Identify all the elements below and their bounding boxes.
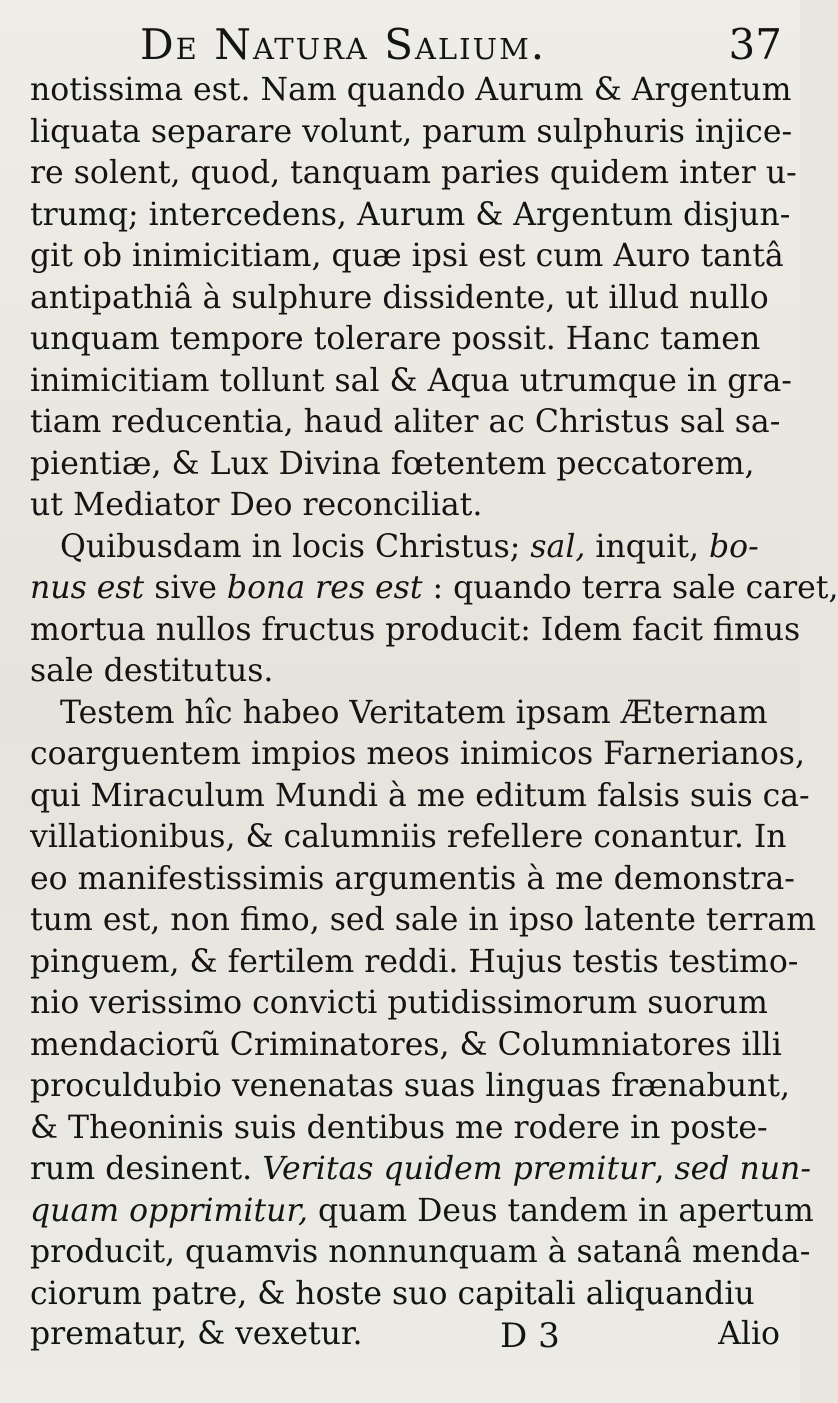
text-line: unquam tempore tolerare possit. Hanc tamen (30, 321, 761, 357)
text-segment: : quando terra sale caret, (422, 570, 838, 606)
body-text (30, 70, 838, 1315)
text-line: notissima est. Nam quando Aurum & Argentum (30, 72, 792, 108)
text-line: liquata separare volunt, parum sulphuris injice- (30, 113, 793, 150)
text-line: coarguentem impios meos inimicos Farnerianos, (30, 736, 805, 772)
text-line: inimicitiam tollunt sal & Aqua utrumque in gra- (30, 362, 792, 399)
text-segment: , (654, 1151, 675, 1187)
italic-segment: bo- (709, 528, 759, 565)
text-segment: rum desinent. (30, 1151, 253, 1187)
text-line (30, 568, 838, 610)
text-line: sale destitutus. (30, 653, 274, 689)
text-line: ciorum patre, & hoste suo capitali aliquandiu (30, 1275, 755, 1312)
running-title: De Natura Salium. (140, 20, 547, 69)
text-segment: quam Deus tandem in apertum (308, 1192, 814, 1229)
text-line: antipathiâ à sulphure dissidente, ut illud nullo (30, 279, 769, 316)
text-line: & Theoninis suis dentibus me rodere in poste- (30, 1109, 768, 1146)
text-line: villationibus, & calumniis refellere conantur. In (30, 819, 787, 855)
text-line: mendaciorũ Criminatores, & Columniatores illi (30, 1026, 782, 1063)
page-footer (30, 1316, 780, 1360)
text-line: mortua nullos fructus producit: Idem facit fimus (30, 611, 801, 648)
text-line: re solent, quod, tanquam paries quidem inter u- (30, 155, 797, 191)
italic-segment: bona res est (226, 570, 423, 606)
text-line: proculdubio venenatas suas linguas frænabunt, (30, 1068, 790, 1104)
text-line: qui Miraculum Mundi à me editum falsis suis ca- (30, 777, 810, 814)
text-line: git ob inimicitiam, quæ ipsi est cum Auro tantâ (30, 238, 784, 274)
text-line: eo manifestissimis argumentis à me demonstra- (30, 860, 795, 897)
text-line (30, 1191, 814, 1233)
page-header (30, 14, 790, 70)
catchword: Alio (718, 1316, 780, 1352)
italic-segment: nus est (30, 570, 145, 606)
text-segment: Quibusdam in locis Christus; (60, 528, 521, 565)
signature-mark: D 3 (500, 1316, 560, 1356)
text-line: tiam reducentia, haud aliter ac Christus sal sa- (30, 404, 781, 440)
text-line: producit, quamvis nonnunquam à satanâ menda- (30, 1234, 811, 1270)
text-line: tum est, non fimo, sed sale in ipso latente terram (30, 902, 816, 938)
page-number: 37 (728, 20, 782, 69)
italic-segment: sal, (530, 528, 586, 565)
italic-segment: sed nun- (674, 1151, 811, 1187)
text-line: Testem hîc habeo Veritatem ipsam Æternam (60, 694, 768, 731)
last-text-line: prematur, & vexetur. (30, 1316, 363, 1352)
text-segment: sive (144, 570, 227, 606)
text-line: pinguem, & fertilem reddi. Hujus testis testimo- (30, 943, 799, 980)
text-segment: inquit, (585, 528, 710, 565)
text-line: nio verissimo convicti putidissimorum suorum (30, 985, 768, 1021)
text-line: pientiæ, & Lux Divina fœtentem peccatorem, (30, 445, 755, 482)
text-line (30, 527, 772, 569)
italic-segment: quam opprimitur, (30, 1192, 309, 1229)
text-line (30, 1149, 811, 1191)
text-line: trumq; intercedens, Aurum & Argentum disjun- (30, 196, 791, 233)
italic-segment: Veritas quidem premitur (262, 1151, 655, 1187)
text-line: ut Mediator Deo reconciliat. (30, 487, 483, 523)
